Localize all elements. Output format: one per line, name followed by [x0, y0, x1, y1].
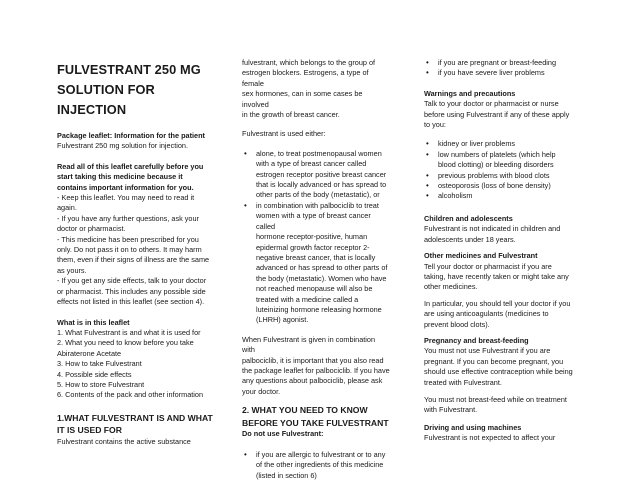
read-line: doctor or pharmacist. [57, 224, 126, 234]
do-not-use-heading: Do not use Fulvestrant: [242, 429, 324, 439]
text-line: sex hormones, can in some cases be involved [242, 89, 363, 109]
toc-item: 1. What Fulvestrant is and what it is used for [57, 327, 201, 337]
text-line: in the growth of breast cancer. [242, 110, 340, 120]
toc-item: 4. Possible side effects [57, 369, 132, 379]
text-line: are using anticoagulants (medicines to [424, 309, 549, 319]
text-line: that is locally advanced or has spread to [256, 180, 387, 190]
text-line: Talk to your doctor or pharmacist or nurse [424, 99, 559, 109]
text-line: should use effective contraception while being [424, 367, 573, 377]
other-medicines-paragraph [424, 262, 584, 293]
read-line: effects not listed in this leaflet (see section 4). [57, 297, 205, 307]
list-item: • previous problems with blood clots [424, 171, 584, 181]
text-line: treated with a medicine called a [256, 294, 359, 304]
anticoagulants-paragraph [424, 299, 584, 330]
text-line: of the other ingredients of this medicine [256, 460, 384, 470]
section-heading-line: 2. WHAT YOU NEED TO KNOW [242, 405, 368, 416]
table-of-contents [57, 328, 215, 401]
usage-list [242, 149, 390, 326]
text-line: to you: [424, 120, 446, 130]
children-paragraph [424, 224, 584, 245]
list-item [242, 149, 390, 201]
text-line: other parts of the body (metastatic), or [256, 190, 380, 200]
list-item [424, 150, 584, 171]
section-heading-line: 1.WHAT FULVESTRANT IS AND WHAT [57, 412, 213, 423]
text-line: your doctor. [242, 386, 281, 396]
read-heading-line: Read all of this leaflet carefully before you [57, 161, 204, 171]
text-line: palbociclib, it is important that you also read [242, 355, 384, 365]
driving-heading: Driving and using machines [424, 422, 522, 432]
text-line: taking, have recently taken or might take any [424, 271, 569, 281]
toc-item: 2. What you need to know before you take [57, 338, 194, 348]
text-line: fulvestrant, which belongs to the group of [242, 58, 376, 67]
read-line: or pharmacist. This includes any possible side [57, 286, 206, 296]
read-instructions [57, 193, 215, 307]
read-heading-line: contains important information for you. [57, 182, 194, 192]
text-line: luteinizing hormone releasing hormone [256, 304, 382, 314]
title-line: INJECTION [57, 102, 127, 117]
intro-paragraph [242, 58, 390, 120]
warnings-heading: Warnings and precautions [424, 88, 516, 98]
children-heading: Children and adolescents [424, 213, 513, 223]
title-line: SOLUTION FOR [57, 82, 155, 97]
read-heading [57, 162, 215, 193]
document-title [57, 60, 215, 120]
read-line: again. [57, 203, 77, 213]
text-line: pregnant. If you can become pregnant, you [424, 356, 564, 366]
toc-item: Abiraterone Acetate [57, 348, 122, 358]
text-line: hormone receptor-positive, human [256, 232, 368, 242]
section-1-heading [57, 412, 215, 437]
text-line: Tell your doctor or pharmacist if you are [424, 261, 552, 271]
text-line: estrogen blockers. Estrogens, a type of female [242, 68, 369, 88]
text-line: any questions about palbociclib, please ask [242, 376, 383, 386]
text-line: other medicines. [424, 282, 478, 292]
list-item: • if you are pregnant or breast-feeding [424, 58, 584, 68]
toc-item: 5. How to store Fulvestrant [57, 379, 145, 389]
warnings-list [424, 139, 584, 201]
text-line: (listed in section 6) [256, 470, 317, 480]
read-line: - Keep this leaflet. You may need to read it [57, 193, 195, 203]
toc-heading: What is in this leaflet [57, 317, 130, 327]
text-line: When Fulvestrant is given in combination with [242, 334, 376, 355]
list-item: • if you have severe liver problems [424, 68, 584, 78]
title-line: FULVESTRANT 250 MG [57, 62, 201, 77]
text-line: You must not breast-feed while on treatment [424, 394, 567, 404]
text-line: before using Fulvestrant if any of these apply [424, 109, 570, 119]
text-line: • alone, to treat postmenopausal women [256, 148, 382, 158]
package-leaflet-heading: Package leaflet: Information for the patient [57, 131, 205, 140]
text-line: estrogen receptor positive breast cancer [256, 169, 387, 179]
text-line: (LHRH) agonist. [256, 315, 309, 325]
read-line: only. Do not pass it on to others. It may harm [57, 245, 202, 255]
section-2-heading [242, 404, 390, 429]
package-leaflet-text: Fulvestrant 250 mg solution for injection. [57, 141, 189, 151]
contraindication-list-continued [424, 58, 584, 79]
used-either-text: Fulvestrant is used either: [242, 129, 326, 139]
text-line: the body (metastatic). Women who have [256, 273, 387, 283]
column-1 [57, 55, 215, 447]
list-item [242, 450, 390, 481]
toc-item: 6. Contents of the pack and other information [57, 390, 204, 400]
combination-paragraph [242, 335, 390, 397]
text-line: prevent blood clots). [424, 319, 490, 329]
section-heading-line: IT IS USED FOR [57, 425, 122, 436]
list-item: • osteoporosis (loss of bone density) [424, 181, 584, 191]
text-line: You must not use Fulvestrant if you are [424, 346, 551, 356]
text-line: adolescents under 18 years. [424, 234, 516, 244]
read-line: - If you have any further questions, ask your [57, 213, 199, 223]
text-line: Fulvestrant is not indicated in children and [424, 224, 561, 234]
list-item [242, 201, 390, 326]
pregnancy-paragraph [424, 346, 584, 388]
driving-text: Fulvestrant is not expected to affect your [424, 433, 556, 443]
text-line: In particular, you should tell your doctor if you [424, 298, 571, 308]
read-heading-line: start taking this medicine because it [57, 172, 183, 182]
text-line: blood clotting) or bleeding disorders [438, 160, 554, 170]
toc-item: 3. How to take Fulvestrant [57, 359, 142, 369]
warnings-paragraph [424, 99, 584, 130]
read-line: - If you get any side effects, talk to your doctor [57, 276, 207, 286]
pregnancy-heading: Pregnancy and breast-feeding [424, 335, 529, 345]
text-line: epidermal growth factor receptor 2- [256, 242, 370, 252]
text-line: the package leaflet for palbociclib. If you have [242, 365, 390, 375]
other-medicines-heading: Other medicines and Fulvestrant [424, 251, 538, 261]
read-line: them, even if their signs of illness are the same [57, 255, 210, 265]
text-line: with a type of breast cancer called [256, 159, 367, 169]
text-line: women with a type of breast cancer called [256, 211, 371, 231]
contraindication-list [242, 450, 390, 481]
column-3 [424, 58, 584, 444]
read-line: - This medicine has been prescribed for you [57, 234, 199, 244]
list-item: • kidney or liver problems [424, 139, 584, 149]
breast-feeding-paragraph [424, 395, 584, 416]
text-line: negative breast cancer, that is locally [256, 252, 376, 262]
text-line: treated with Fulvestrant. [424, 377, 502, 387]
section-heading-line: BEFORE YOU TAKE FULVESTRANT [242, 417, 389, 428]
read-line: as yours. [57, 265, 87, 275]
text-line: • if you are allergic to fulvestrant or to any [256, 449, 386, 459]
text-line: with Fulvestrant. [424, 405, 478, 415]
list-item: • alcoholism [424, 191, 584, 201]
column-2 [242, 58, 390, 481]
section-1-text: Fulvestrant contains the active substance [57, 436, 191, 446]
text-line: not reached menopause will also be [256, 284, 373, 294]
text-line: • in combination with palbociclib to treat [256, 200, 379, 210]
text-line: • low numbers of platelets (which help [438, 149, 556, 159]
text-line: advanced or has spread to other parts of [256, 263, 388, 273]
